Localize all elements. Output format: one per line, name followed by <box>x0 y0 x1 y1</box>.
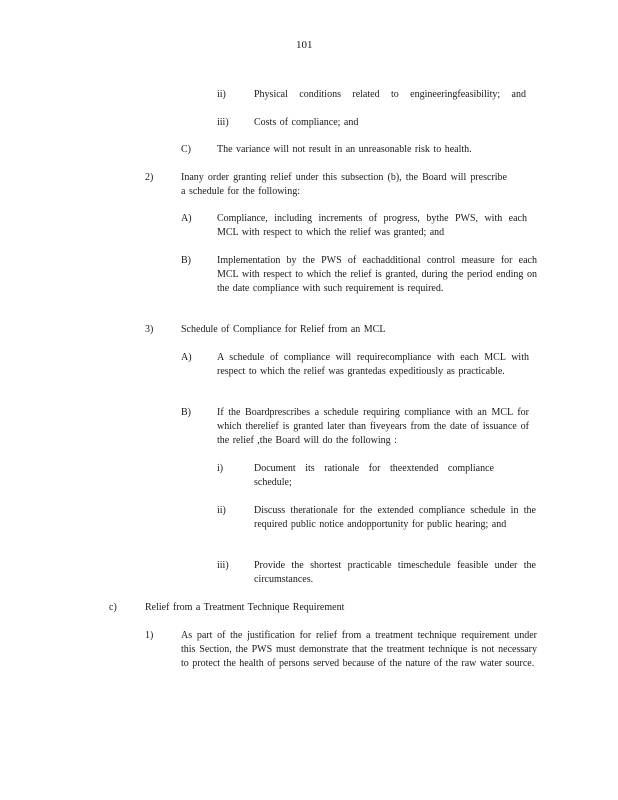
section-heading: Relief from a Treatment Technique Requirement <box>145 602 345 613</box>
item-text: As part of the justification for relief from a treatment technique requirement under this Section, the PWS must demonstrate that the treatment technique is not necessary to protect the health of persons served because of the nature of the raw water source. <box>181 630 537 669</box>
item-label: 2) <box>145 172 154 183</box>
item-label: ii) <box>217 505 226 516</box>
item-text: Implementation by the PWS of eachadditional control measure for each MCL with respect to which the relief is granted, during the period ending on the date compliance with such requirement is required. <box>217 255 537 294</box>
item-text: Inany order granting relief under this subsection (b), the Board will prescribe a schedule for the following: <box>181 172 507 197</box>
item-label: ii) <box>217 89 226 100</box>
item-text: Document its rationale for theextended compliance schedule; <box>254 463 494 488</box>
item-text: The variance will not result in an unreasonable risk to health. <box>217 144 472 155</box>
item-label: 1) <box>145 630 154 641</box>
item-label: iii) <box>217 117 229 128</box>
item-text: Discuss therationale for the extended compliance schedule in the required public notice andopportunity for public hearing; and <box>254 505 536 530</box>
item-label: iii) <box>217 560 229 571</box>
item-label: B) <box>181 255 191 266</box>
item-label: C) <box>181 144 191 155</box>
item-label: A) <box>181 213 192 224</box>
item-label: c) <box>109 602 117 613</box>
section-heading: Schedule of Compliance for Relief from an MCL <box>181 324 386 335</box>
item-text: Costs of compliance; and <box>254 117 359 128</box>
item-text: Provide the shortest practicable timeschedule feasible under the circumstances. <box>254 560 536 585</box>
item-text: If the Boardprescribes a schedule requiring compliance with an MCL for which therelief is granted later than fiveyears from the date of issuance of the relief ,the Board will do the following : <box>217 407 529 446</box>
item-label: i) <box>217 463 224 474</box>
item-label: 3) <box>145 324 154 335</box>
item-label: A) <box>181 352 192 363</box>
page-number: 101 <box>296 39 313 51</box>
item-text: Physical conditions related to engineeringfeasibility; and <box>254 89 526 100</box>
item-text: Compliance, including increments of progress, bythe PWS, with each MCL with respect to which the relief was granted; and <box>217 213 527 238</box>
item-text: A schedule of compliance will requirecompliance with each MCL with respect to which the relief was grantedas expeditiously as practicable. <box>217 352 529 377</box>
item-label: B) <box>181 407 191 418</box>
